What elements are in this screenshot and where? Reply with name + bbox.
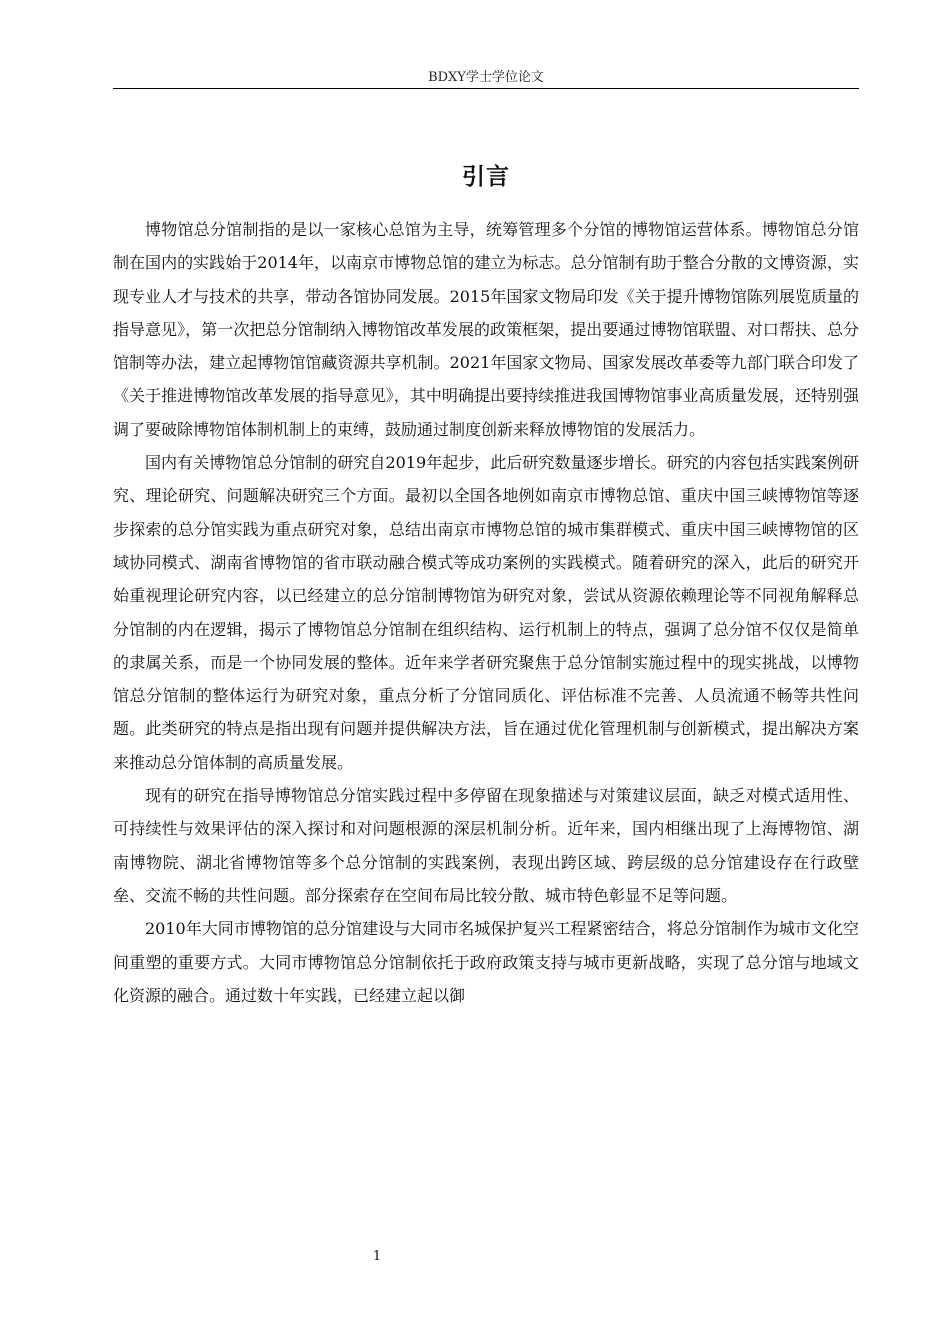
page-number: 1 xyxy=(372,1249,382,1264)
paragraph-1: 博物馆总分馆制指的是以一家核心总馆为主导，统筹管理多个分馆的博物馆运营体系。博物馆总分馆制在国内的实践始于2014年，以南京市博物总馆的建立为标志。总分馆制有助于整合分散的文博资源，实现专业人才与技术的共享，带动各馆协同发展。2015年国家文物局印发《关于提升博物馆陈列展览质量的指导意见》，第一次把总分馆制纳入博物馆改革发展的政策框架，提出要通过博物馆联盟、对口帮扶、总分馆制等办法，建立起博物馆馆藏资源共享机制。2021年国家文物局、国家发展改革委等九部门联合印发了《关于推进博物馆改革发展的指导意见》，其中明确提出要持续推进我国博物馆事业高质量发展，还特别强调了要破除博物馆体制机制上的束缚，鼓励通过制度创新来释放博物馆的发展活力。 xyxy=(113,220,859,439)
section-title: 引言 xyxy=(462,164,510,191)
paragraph-2: 国内有关博物馆总分馆制的研究自2019年起步，此后研究数量逐步增长。研究的内容包括实践案例研究、理论研究、问题解决研究三个方面。最初以全国各地例如南京市博物总馆、重庆中国三峡博物馆等逐步探索的总分馆实践为重点研究对象，总结出南京市博物总馆的城市集群模式、重庆中国三峡博物馆的区域协同模式、湖南省博物馆的省市联动融合模式等成功案例的实践模式。随着研究的深入，此后的研究开始重视理论研究内容，以已经建立的总分馆制博物馆为研究对象，尝试从资源依赖理论等不同视角解释总分馆制的内在逻辑，揭示了博物馆总分馆制在组织结构、运行机制上的特点，强调了总分馆不仅仅是简单的隶属关系，而是一个协同发展的整体。近年来学者研究聚焦于总分馆制实施过程中的现实挑战，以博物馆总分馆制的整体运行为研究对象，重点分析了分馆同质化、评估标准不完善、人员流通不畅等共性问题。此类研究的特点是指出现有问题并提供解决方法，旨在通过优化管理机制与创新模式，提出解决方案来推动总分馆体制的高质量发展。 xyxy=(113,453,859,772)
body-text xyxy=(113,213,859,1012)
header-divider xyxy=(113,88,859,89)
running-header: BDXY学士学位论文 xyxy=(428,70,544,85)
paragraph-4: 2010年大同市博物馆的总分馆建设与大同市名城保护复兴工程紧密结合，将总分馆制作为城市文化空间重塑的重要方式。大同市博物馆总分馆制依托于政府政策支持与城市更新战略，实现了总分馆与地域文化资源的融合。通过数十年实践，已经建立起以御 xyxy=(113,919,859,1005)
paragraph-3: 现有的研究在指导博物馆总分馆实践过程中多停留在现象描述与对策建议层面，缺乏对模式适用性、可持续性与效果评估的深入探讨和对问题根源的深层机制分析。近年来，国内相继出现了上海博物馆、湖南博物院、湖北省博物馆等多个总分馆制的实践案例，表现出跨区域、跨层级的总分馆建设存在行政壁垒、交流不畅的共性问题。部分探索存在空间布局比较分散、城市特色彰显不足等问题。 xyxy=(113,786,859,905)
